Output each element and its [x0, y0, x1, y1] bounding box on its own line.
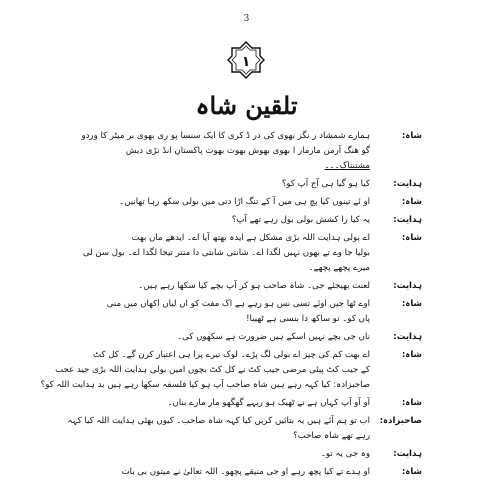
dialogue-line: اوے ٹھا جیں اوئے تسی نس ہو رہے ہے اک مفت کو اں لیاں اکھاں میں منی — [106, 299, 370, 309]
dialogue-entry — [40, 348, 422, 393]
dialogue-entry — [70, 129, 422, 174]
dialogue-body — [40, 129, 422, 483]
dialogue-entry — [70, 195, 422, 210]
dialogue-line: بولیا جا وے تے بھوں نہیں لگدا اے۔ شانتی شانتی دا منتر تیجا لگدا اے۔ بول سن لی — [82, 248, 370, 258]
dialogue-line: او ئے تینوں کیا پچ ہی میں آ کے تنگ اڑا دتی میں بولی سکھ رہا تھانیں۔ — [119, 197, 370, 207]
dialogue-line: او ہدے تے کیا پچھ رہے او جی منیقے پچھو۔ اللہ تعالیٰ نے میتوں بی بات — [121, 467, 370, 477]
dialogue-line: ناں جی بچے نہیں اسکے ہیں ضرورت ہے سکھوں کی۔ — [177, 332, 370, 342]
dialogue-line: صاحبزادہ: کیا کہہ رہے ہیں شاہ صاحب آپ ہو کیا فلسفہ سکھا رہے ہیں بد ہدایت اللہ کو؟ — [40, 380, 370, 390]
dialogue-entry — [70, 177, 422, 192]
dialogue-line: وہ جی یہ تو۔ — [320, 449, 370, 459]
speaker-label: ہدایت: — [393, 281, 422, 291]
speaker-label: شاہ: — [401, 197, 422, 207]
dialogue-line: اب تو ہم آئے ہیں یہ بتائیں کریں کیا کہہ شاہ صاحب۔ کیوں بھئی ہدایت اللہ کیا کہہ — [67, 416, 370, 426]
chapter-title: تلقین شاہ — [195, 91, 298, 120]
dialogue-entry — [70, 297, 422, 327]
dialogue-line: آو آو آپ کہاں ہے تے ٹھیک ہو ریہے گھگھو مار مارے بناں۔ — [167, 398, 370, 408]
dialogue-line: اے بولی ہدایت اللہ بڑی مشکل ہے ایدہ بھتھ آیا اے۔ ایدھے ماں بھت — [131, 233, 370, 243]
speaker-label: شاہ: — [401, 350, 422, 360]
speaker-label: شاہ: — [401, 467, 422, 477]
dialogue-line: لعنت بھیجئے جی۔ شاہ صاحب ہو کر آپ بچے کیا سکھا رہے ہیں۔ — [138, 281, 370, 291]
dialogue-line: ہمارے شمشاد ر نگز بھوی کی در ڈ کری کا ایک سنسا پو ری بھوی بر میٹر کا وردو — [81, 131, 370, 141]
dialogue-line: یہ کیا را کشش بولی بول رہے تھے آپ؟ — [231, 215, 370, 225]
dialogue-entry — [70, 213, 422, 228]
speaker-label: ہدایت: — [393, 179, 422, 189]
dialogue-line: میرے پچھے پچھے۔ — [308, 263, 370, 273]
dialogue-line: مشتنناک۔۔۔ — [324, 161, 370, 171]
speaker-label: ہدایت: — [393, 215, 422, 225]
dialogue-entry — [70, 465, 422, 480]
speaker-label: ہدایت: — [393, 449, 422, 459]
dialogue-entry — [70, 279, 422, 294]
dialogue-line: پاں کو۔ تو ساکھ دا بنسی ہے ٹھیبا! — [246, 314, 370, 324]
dialogue-entry — [70, 447, 422, 462]
dialogue-line: کے جیب کٹ پیئی مرضی جیب کٹ نے کل کٹ بچوں امیں بولی ہدایت اللہ بڑی جید عجب — [55, 365, 370, 375]
dialogue-line: گو ھنگ آرمن مارمار ا بھوی بھوش بھوت بھوت پاکستان انڈ نڑی دیش — [125, 146, 370, 156]
dialogue-line: اے بھت کم کی چیز اے بولی لگ پڑے۔ لوک تیرے پرا ہی اعتبار کرن گے۔ کل کٹ — [92, 350, 370, 360]
dialogue-line: رہے تھے شاہ صاحب؟ — [293, 431, 370, 441]
dialogue-line: کیا ہو گیا ہی آج آپ کو؟ — [281, 179, 370, 189]
speaker-label: شاہ: — [401, 299, 422, 309]
dialogue-entry — [70, 396, 422, 411]
speaker-label: ہدایت: — [393, 332, 422, 342]
speaker-label: شاہ: — [401, 398, 422, 408]
chapter-number: ۱ — [241, 54, 251, 70]
ornament-icon — [226, 40, 266, 80]
dialogue-entry — [70, 231, 422, 276]
speaker-label: صاحبزادہ: — [379, 416, 422, 426]
page-number: 3 — [243, 14, 250, 24]
speaker-label: شاہ: — [401, 233, 422, 243]
dialogue-entry — [67, 414, 422, 444]
dialogue-entry — [70, 330, 422, 345]
speaker-label: شاہ: — [401, 131, 422, 141]
chapter-emblem — [226, 40, 266, 80]
